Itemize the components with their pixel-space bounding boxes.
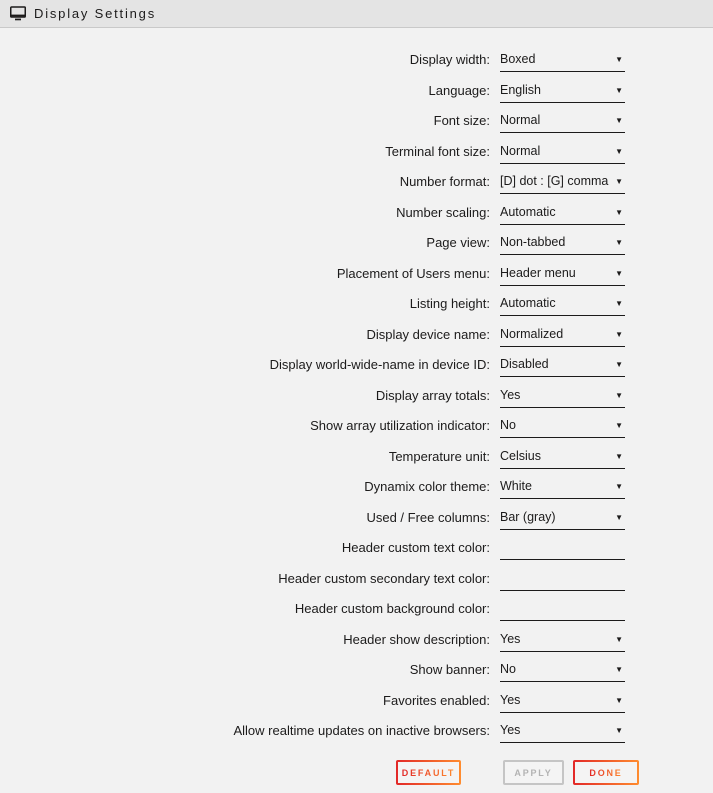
settings-row bbox=[0, 597, 713, 621]
setting-text-input[interactable] bbox=[500, 597, 625, 621]
chevron-down-icon: ▼ bbox=[615, 482, 623, 491]
setting-label: Allow realtime updates on inactive browsers: bbox=[233, 723, 490, 738]
control-slot bbox=[500, 79, 625, 103]
control-slot bbox=[500, 201, 625, 225]
setting-select[interactable] bbox=[500, 262, 625, 286]
setting-label: Listing height: bbox=[409, 296, 490, 311]
control-slot bbox=[500, 628, 625, 652]
settings-row bbox=[0, 323, 713, 347]
setting-select[interactable] bbox=[500, 292, 625, 316]
settings-row bbox=[0, 414, 713, 438]
display-settings-form bbox=[0, 28, 713, 743]
setting-text-input[interactable] bbox=[500, 567, 625, 591]
select-value: Yes bbox=[500, 723, 521, 737]
control-slot bbox=[500, 567, 625, 591]
chevron-down-icon: ▼ bbox=[615, 299, 623, 308]
select-value: Normal bbox=[500, 143, 541, 158]
setting-select[interactable] bbox=[500, 323, 625, 347]
settings-row bbox=[0, 262, 713, 286]
control-slot bbox=[500, 231, 625, 255]
setting-label: Temperature unit: bbox=[388, 448, 490, 464]
control-slot bbox=[500, 384, 625, 408]
setting-select[interactable] bbox=[500, 475, 625, 499]
control-slot bbox=[500, 475, 625, 499]
chevron-down-icon: ▼ bbox=[615, 55, 623, 64]
select-value: Normal bbox=[500, 113, 541, 127]
control-slot bbox=[500, 445, 625, 469]
settings-row bbox=[0, 475, 713, 499]
chevron-down-icon: ▼ bbox=[615, 268, 623, 278]
apply-button[interactable] bbox=[503, 760, 564, 785]
setting-label: Favorites enabled: bbox=[383, 692, 490, 708]
setting-select[interactable] bbox=[500, 445, 625, 469]
control-slot bbox=[500, 48, 625, 72]
chevron-down-icon: ▼ bbox=[615, 207, 623, 217]
select-value: No bbox=[500, 418, 516, 432]
setting-label: Show banner: bbox=[409, 662, 490, 677]
chevron-down-icon: ▼ bbox=[615, 85, 623, 95]
setting-select[interactable] bbox=[500, 506, 625, 530]
setting-label: Header show description: bbox=[343, 631, 490, 647]
button-row bbox=[0, 760, 713, 785]
chevron-down-icon: ▼ bbox=[615, 177, 623, 186]
settings-row bbox=[0, 79, 713, 103]
settings-row bbox=[0, 231, 713, 255]
default-button-label: DEFAULT bbox=[401, 767, 456, 778]
setting-select[interactable] bbox=[500, 353, 625, 377]
control-slot bbox=[500, 414, 625, 438]
setting-select[interactable] bbox=[500, 658, 625, 682]
select-value: Header menu bbox=[500, 265, 576, 280]
setting-label: Dynamix color theme: bbox=[364, 479, 490, 494]
select-value: Bar (gray) bbox=[500, 509, 556, 524]
settings-row bbox=[0, 48, 713, 72]
select-value: Yes bbox=[500, 631, 521, 646]
setting-label: Header custom secondary text color: bbox=[278, 570, 490, 586]
chevron-down-icon: ▼ bbox=[615, 116, 623, 125]
setting-label: Header custom background color: bbox=[294, 601, 490, 616]
setting-select[interactable] bbox=[500, 384, 625, 408]
setting-text-input[interactable] bbox=[500, 536, 625, 560]
settings-row bbox=[0, 689, 713, 713]
chevron-down-icon: ▼ bbox=[615, 390, 623, 400]
setting-label: Placement of Users menu: bbox=[336, 265, 490, 281]
setting-select[interactable] bbox=[500, 231, 625, 255]
title-bar bbox=[0, 0, 713, 28]
setting-select[interactable] bbox=[500, 414, 625, 438]
chevron-down-icon: ▼ bbox=[615, 360, 623, 369]
chevron-down-icon: ▼ bbox=[615, 512, 623, 522]
chevron-down-icon: ▼ bbox=[615, 451, 623, 461]
setting-label: Display array totals: bbox=[375, 387, 490, 403]
chevron-down-icon: ▼ bbox=[615, 665, 623, 674]
chevron-down-icon: ▼ bbox=[615, 329, 623, 339]
control-slot bbox=[500, 323, 625, 347]
select-value: Boxed bbox=[500, 52, 536, 66]
setting-label: Language: bbox=[428, 82, 490, 98]
setting-label: Header custom text color: bbox=[341, 540, 490, 555]
setting-select[interactable] bbox=[500, 689, 625, 713]
control-slot bbox=[500, 140, 625, 164]
settings-row bbox=[0, 201, 713, 225]
settings-row bbox=[0, 292, 713, 316]
setting-label: Display world-wide-name in device ID: bbox=[269, 357, 490, 372]
setting-select[interactable] bbox=[500, 109, 625, 133]
control-slot bbox=[500, 170, 625, 194]
select-value: Yes bbox=[500, 692, 521, 707]
done-button[interactable] bbox=[573, 760, 639, 785]
setting-select[interactable] bbox=[500, 628, 625, 652]
monitor-icon bbox=[10, 6, 26, 21]
control-slot bbox=[500, 689, 625, 713]
settings-row bbox=[0, 353, 713, 377]
select-value: Disabled bbox=[500, 357, 549, 371]
control-slot bbox=[500, 292, 625, 316]
setting-label: Number format: bbox=[399, 174, 490, 189]
chevron-down-icon: ▼ bbox=[615, 634, 623, 644]
settings-row bbox=[0, 140, 713, 164]
settings-row bbox=[0, 719, 713, 743]
apply-button-label: APPLY bbox=[514, 767, 553, 778]
control-slot bbox=[500, 536, 625, 560]
settings-row bbox=[0, 658, 713, 682]
page-title: Display Settings bbox=[34, 6, 157, 21]
control-slot bbox=[500, 658, 625, 682]
settings-row bbox=[0, 628, 713, 652]
select-value: White bbox=[500, 479, 532, 493]
setting-label: Number scaling: bbox=[396, 204, 490, 220]
settings-row bbox=[0, 384, 713, 408]
setting-select[interactable] bbox=[500, 79, 625, 103]
setting-select[interactable] bbox=[500, 719, 625, 743]
select-value: Yes bbox=[500, 387, 521, 402]
settings-row bbox=[0, 170, 713, 194]
setting-select[interactable] bbox=[500, 140, 625, 164]
select-value: Automatic bbox=[500, 296, 556, 310]
setting-label: Display device name: bbox=[366, 326, 490, 342]
chevron-down-icon: ▼ bbox=[615, 146, 623, 156]
control-slot bbox=[500, 719, 625, 743]
control-slot bbox=[500, 109, 625, 133]
settings-row bbox=[0, 506, 713, 530]
setting-label: Terminal font size: bbox=[385, 143, 490, 159]
control-slot bbox=[500, 353, 625, 377]
chevron-down-icon: ▼ bbox=[615, 726, 623, 735]
settings-row bbox=[0, 536, 713, 560]
chevron-down-icon: ▼ bbox=[615, 695, 623, 705]
chevron-down-icon: ▼ bbox=[615, 421, 623, 430]
select-value: Celsius bbox=[500, 448, 541, 463]
default-button[interactable] bbox=[396, 760, 461, 785]
setting-label: Font size: bbox=[433, 113, 490, 128]
control-slot bbox=[500, 506, 625, 530]
setting-label: Show array utilization indicator: bbox=[310, 418, 490, 433]
control-slot bbox=[500, 597, 625, 621]
select-value: English bbox=[500, 82, 541, 97]
setting-select[interactable] bbox=[500, 201, 625, 225]
control-slot bbox=[500, 262, 625, 286]
settings-row bbox=[0, 109, 713, 133]
setting-label: Used / Free columns: bbox=[366, 509, 490, 525]
settings-row bbox=[0, 445, 713, 469]
done-button-label: DONE bbox=[589, 767, 623, 778]
settings-row bbox=[0, 567, 713, 591]
select-value: No bbox=[500, 662, 516, 676]
setting-select[interactable] bbox=[500, 48, 625, 72]
setting-label: Page view: bbox=[426, 235, 490, 250]
chevron-down-icon: ▼ bbox=[615, 238, 623, 247]
select-value: Normalized bbox=[500, 326, 564, 341]
select-value: Non-tabbed bbox=[500, 235, 566, 249]
setting-label: Display width: bbox=[409, 52, 490, 67]
select-value: [D] dot : [G] comma bbox=[500, 174, 609, 188]
select-value: Automatic bbox=[500, 204, 556, 219]
setting-select[interactable] bbox=[500, 170, 625, 194]
